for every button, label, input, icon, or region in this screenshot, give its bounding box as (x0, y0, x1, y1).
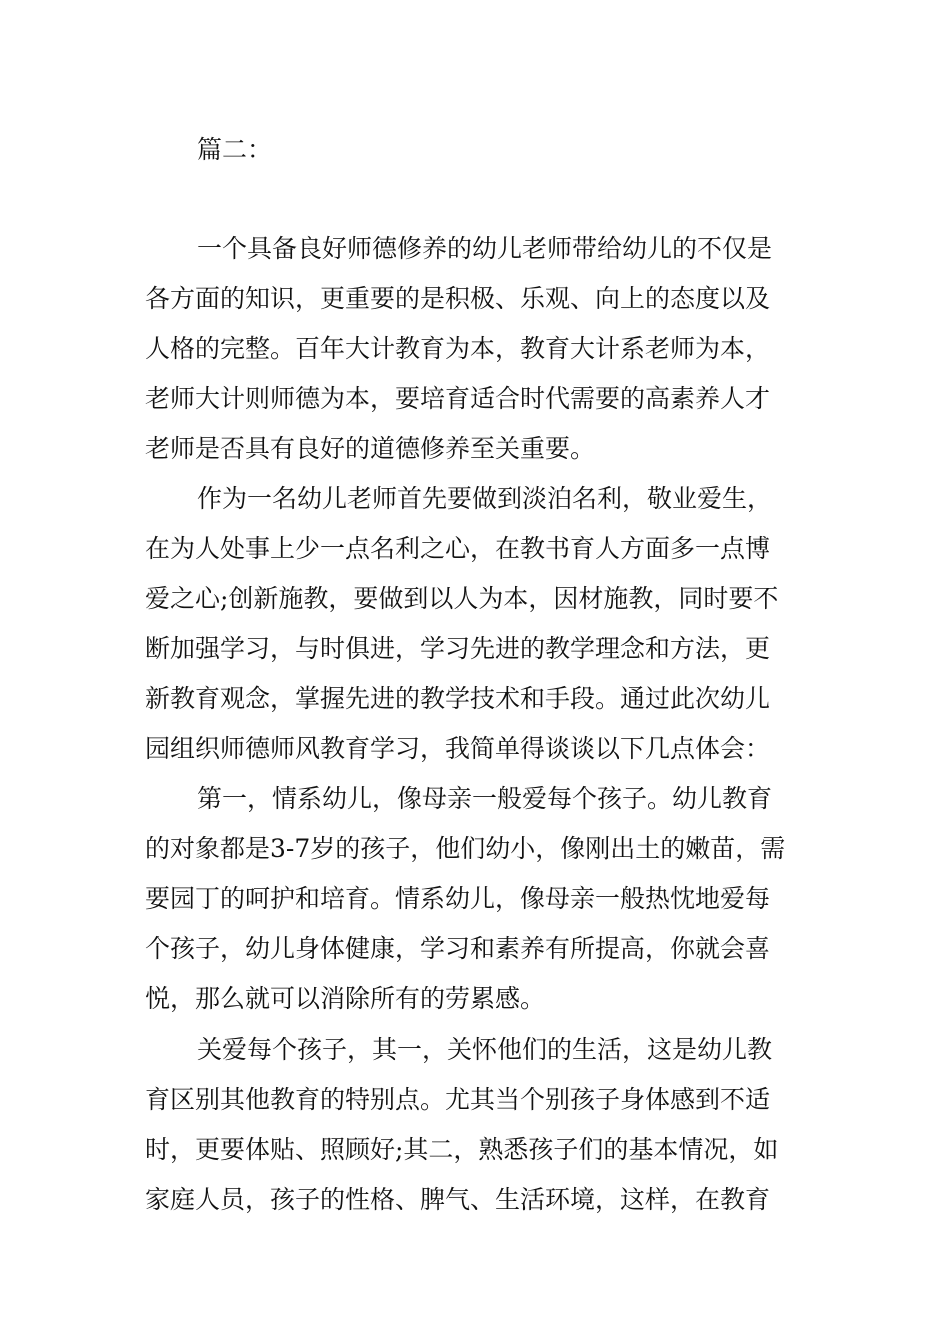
paragraph-2-line-1: 作为一名幼儿老师首先要做到淡泊名利，敬业爱生， (197, 484, 773, 513)
paragraph-3-line-1: 第一，情系幼儿，像母亲一般爱每个孩子。幼儿教育 (197, 784, 773, 813)
paragraph-4-line-4: 家庭人员，孩子的性格、脾气、生活环境，这样，在教育 (145, 1185, 771, 1214)
paragraph-1-line-3: 人格的完整。百年大计教育为本，教育大计系老师为本， (145, 334, 771, 363)
paragraph-2-line-3: 爱之心;创新施教，要做到以人为本，因材施教，同时要不 (145, 584, 779, 613)
paragraph-1-line-2: 各方面的知识，更重要的是积极、乐观、向上的态度以及 (145, 284, 771, 313)
paragraph-2-line-6: 园组织师德师风教育学习，我简单得谈谈以下几点体会： (145, 734, 771, 763)
paragraph-3-line-3: 要园丁的呵护和培育。情系幼儿，像母亲一般热忱地爱每 (145, 884, 771, 913)
paragraph-3-line-4: 个孩子，幼儿身体健康，学习和素养有所提高，你就会喜 (145, 934, 771, 963)
paragraph-1-line-1: 一个具备良好师德修养的幼儿老师带给幼儿的不仅是 (197, 234, 773, 263)
paragraph-3-line-2: 的对象都是3-7岁的孩子，他们幼小，像刚出土的嫩苗，需 (145, 834, 786, 863)
paragraph-1-line-5: 老师是否具有良好的道德修养至关重要。 (145, 434, 596, 463)
section-heading: 篇二： (197, 135, 273, 164)
paragraph-4-line-1: 关爱每个孩子，其一，关怀他们的生活，这是幼儿教 (197, 1035, 773, 1064)
paragraph-3-line-5: 悦，那么就可以消除所有的劳累感。 (145, 984, 546, 1013)
paragraph-4-line-3: 时，更要体贴、照顾好;其二，熟悉孩子们的基本情况，如 (145, 1135, 779, 1164)
paragraph-2-line-4: 断加强学习，与时俱进，学习先进的教学理念和方法，更 (145, 634, 771, 663)
paragraph-4-line-2: 育区别其他教育的特别点。尤其当个别孩子身体感到不适 (145, 1085, 771, 1114)
paragraph-1-line-4: 老师大计则师德为本，要培育适合时代需要的高素养人才 (145, 384, 771, 413)
paragraph-2-line-2: 在为人处事上少一点名利之心，在教书育人方面多一点博 (145, 534, 771, 563)
paragraph-2-line-5: 新教育观念，掌握先进的教学技术和手段。通过此次幼儿 (145, 684, 771, 713)
